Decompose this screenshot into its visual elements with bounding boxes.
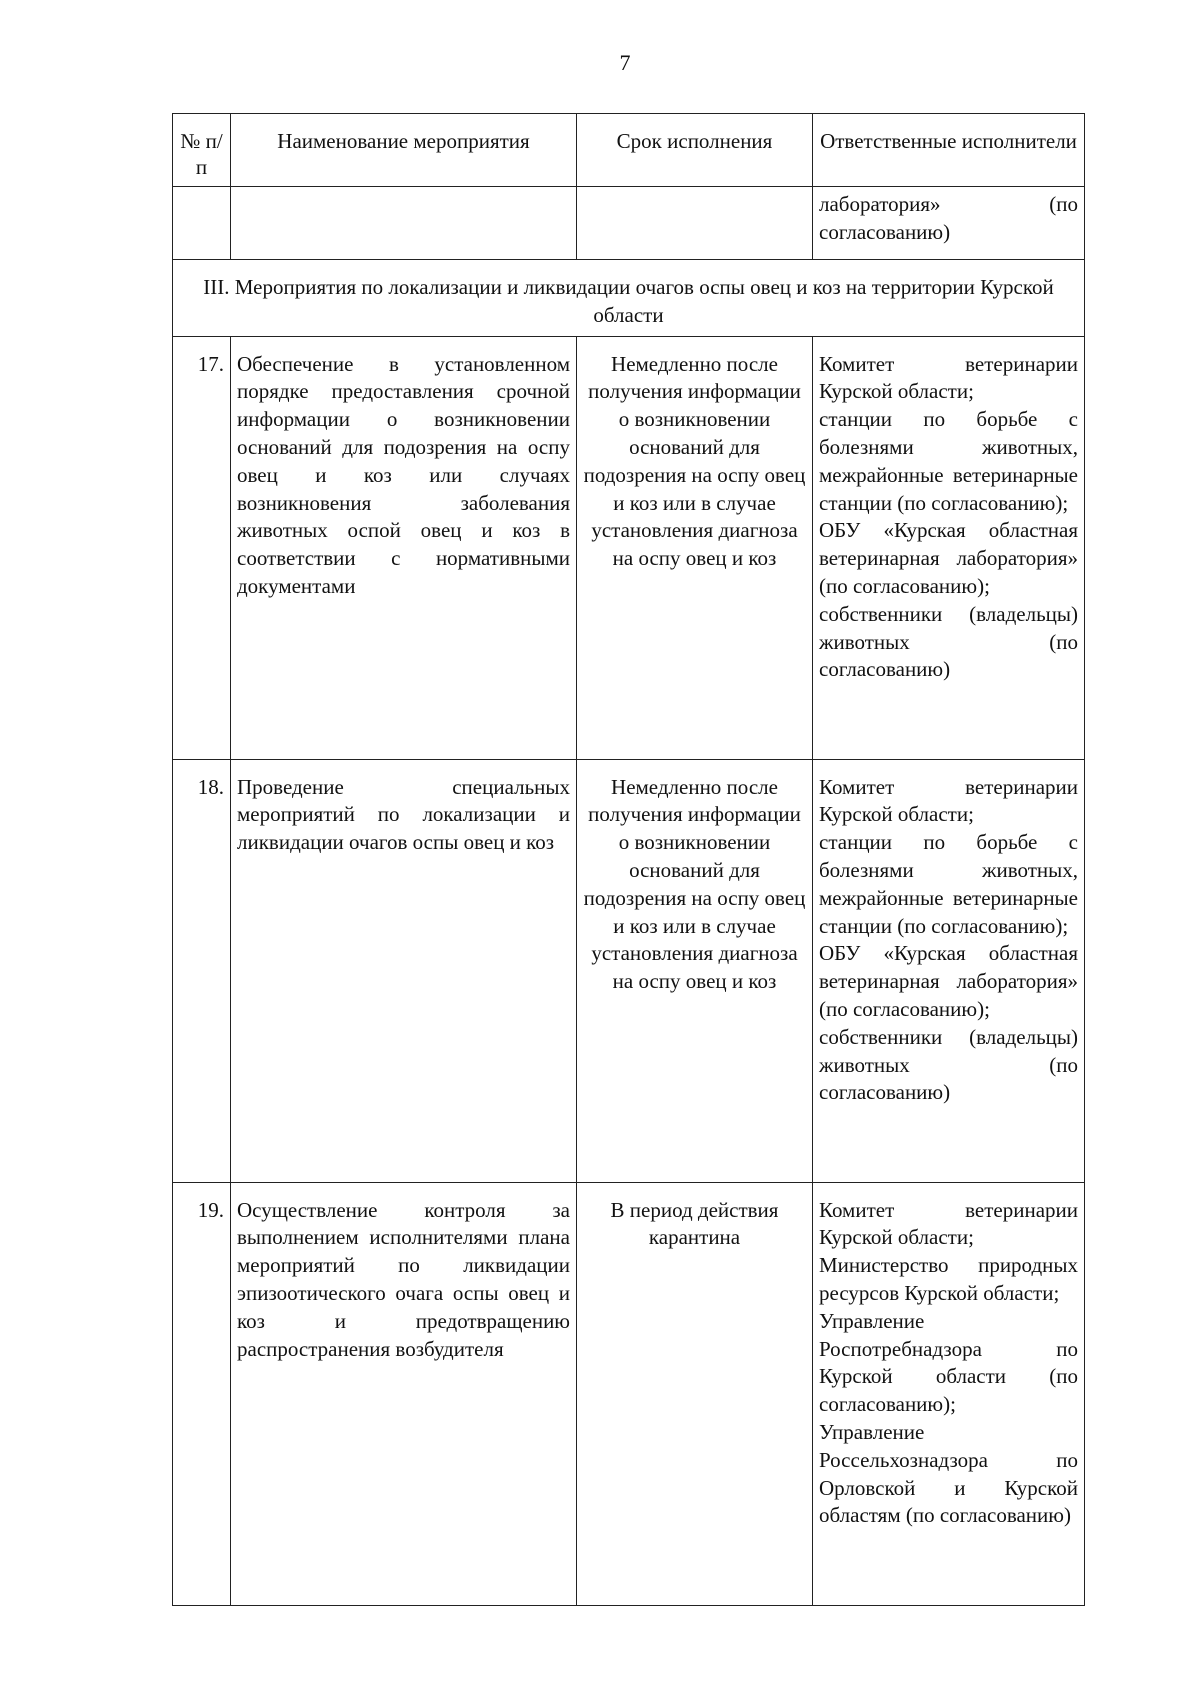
cell-deadline: Немедленно после получения информации о возникновении оснований для подозрения на оспу овец и коз или в случае установления диагноза на оспу овец и коз <box>577 336 813 759</box>
cell-name: Проведение специальных мероприятий по локализации и ликвидации очагов оспы овец и коз <box>231 759 577 1182</box>
cell-name: Обеспечение в установленном порядке предоставления срочной информации о возникновении оснований для подозрения на оспу овец и коз или случаях возникновения заболевания животных оспой овец и коз в соответствии с нормативными документами <box>231 336 577 759</box>
cell-empty <box>577 187 813 260</box>
responsible-line: Министерство природных ресурсов Курской области; <box>819 1253 1078 1305</box>
responsible-line: собственники (владельцы) животных (по согласованию) <box>819 601 1078 682</box>
table-row <box>173 336 1085 759</box>
header-deadline: Срок исполнения <box>577 114 813 187</box>
responsible-line: собственники (владельцы) животных (по согласованию) <box>819 1024 1078 1105</box>
header-responsible: Ответственные исполнители <box>813 114 1085 187</box>
cell-responsible <box>813 1182 1085 1605</box>
header-number: № п/п <box>173 114 231 187</box>
responsible-line: Управление Россельхознадзора по Орловской и Курской областям (по согласованию) <box>819 1419 1078 1528</box>
table-header-row <box>173 114 1085 187</box>
cell-responsible: лаборатория» (по согласованию) <box>813 187 1085 260</box>
responsible-line: Комитет ветеринарии Курской области; <box>819 774 1078 827</box>
responsible-line: Комитет ветеринарии Курской области; <box>819 351 1078 404</box>
cell-responsible <box>813 336 1085 759</box>
cell-empty <box>231 187 577 260</box>
cell-number: 18. <box>173 759 231 1182</box>
responsible-line: станции по борьбе с болезнями животных, межрайонные ветеринарные станции (по согласованию); <box>819 830 1078 938</box>
cell-responsible <box>813 759 1085 1182</box>
cell-number: 19. <box>173 1182 231 1605</box>
responsible-line: станции по борьбе с болезнями животных, межрайонные ветеринарные станции (по согласованию); <box>819 407 1078 515</box>
table-row <box>173 759 1085 1182</box>
cell-deadline: Немедленно после получения информации о возникновении оснований для подозрения на оспу овец и коз или в случае установления диагноза на оспу овец и коз <box>577 759 813 1182</box>
table-row-continuation <box>173 187 1085 260</box>
table-row <box>173 1182 1085 1605</box>
page-number: 7 <box>619 50 631 75</box>
responsible-line: ОБУ «Курская областная ветеринарная лаборатория» (по согласованию); <box>819 518 1078 598</box>
cell-empty <box>173 187 231 260</box>
cell-number: 17. <box>173 336 231 759</box>
section-row <box>173 260 1085 337</box>
header-name: Наименование мероприятия <box>231 114 577 187</box>
responsible-line: Управление Роспотребнадзора по Курской области (по согласованию); <box>819 1308 1078 1417</box>
responsible-line: Комитет ветеринарии Курской области; <box>819 1197 1078 1250</box>
cell-name: Осуществление контроля за выполнением исполнителями плана мероприятий по ликвидации эпизоотического очага оспы овец и коз и предотвращению распространения возбудителя <box>231 1182 577 1605</box>
cell-deadline: В период действия карантина <box>577 1182 813 1605</box>
measures-table <box>172 113 1085 1606</box>
responsible-line: ОБУ «Курская областная ветеринарная лаборатория» (по согласованию); <box>819 941 1078 1021</box>
section-title: III. Мероприятия по локализации и ликвидации очагов оспы овец и коз на территории Курской области <box>173 260 1085 337</box>
